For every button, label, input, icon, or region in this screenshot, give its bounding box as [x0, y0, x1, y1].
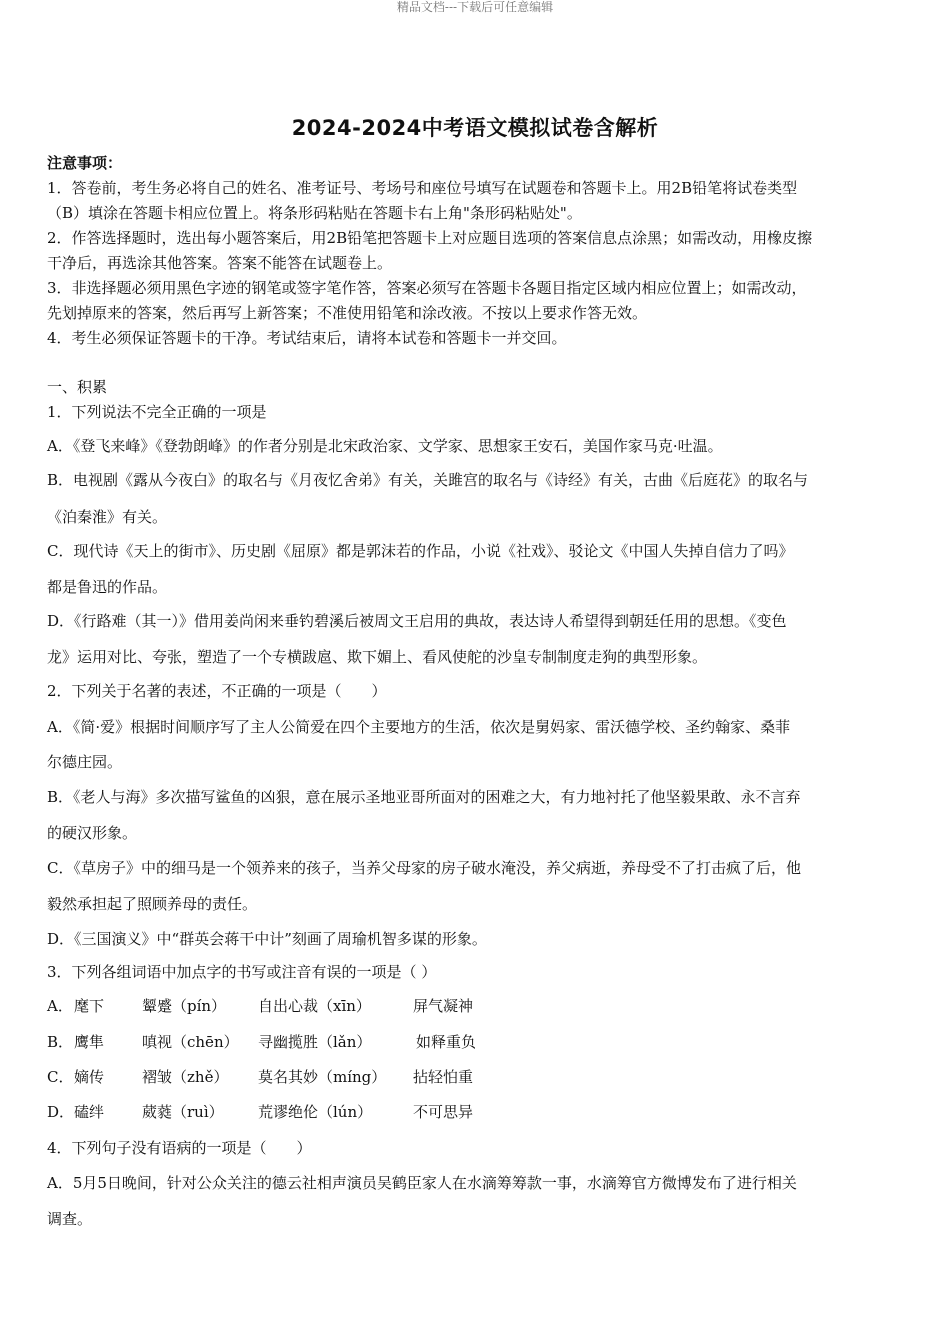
option-word: 自出心裁（xīn） — [258, 997, 371, 1015]
option-word: 嫡传 — [74, 1068, 105, 1086]
option-word: 麾下 — [74, 997, 105, 1015]
option-word: 如释重负 — [416, 1033, 477, 1051]
section-heading: 一、积累 — [47, 378, 108, 396]
option-word: 葳蕤（ruì） — [142, 1103, 224, 1121]
question-line: 尔德庄园。 — [47, 753, 123, 771]
page-title: 2024-2024中考语文模拟试卷含解析 — [291, 116, 659, 140]
page-header: 精品文档---下载后可任意编辑 — [396, 0, 554, 14]
notice-line: 1．答卷前，考生务必将自己的姓名、准考证号、考场号和座位号填写在试题卷和答题卡上。用2B铅笔将试卷类型 — [47, 179, 798, 197]
question-stem: 1．下列说法不完全正确的一项是 — [47, 403, 267, 421]
question-line: D．《行路难（其一）》借用姜尚闲来垂钓碧溪后被周文王启用的典故，表达诗人希望得到朝廷任用的思想。《变色 — [47, 612, 787, 630]
option-word: 屏气凝神 — [413, 997, 474, 1015]
question-stem: 3．下列各组词语中加点字的书写或注音有误的一项是（ ） — [47, 963, 437, 981]
question-line: 的硬汉形象。 — [47, 824, 138, 842]
option-word: 鹰隼 — [74, 1033, 105, 1051]
notice-line: 先划掉原来的答案，然后再写上新答案；不准使用铅笔和涂改液。不按以上要求作答无效。 — [47, 304, 648, 322]
question-line: 调查。 — [47, 1210, 93, 1228]
option-label: D． — [47, 1103, 75, 1121]
option-word: 磕绊 — [74, 1103, 105, 1121]
question-line: A．《简·爱》根据时间顺序写了主人公简爱在四个主要地方的生活，依次是舅妈家、雷沃德学校、圣约翰家、桑菲 — [47, 718, 791, 736]
option-word: 嗔视（chēn） — [142, 1033, 239, 1051]
question-line: C．现代诗《天上的街市》、历史剧《屈原》都是郭沫若的作品，小说《社戏》、驳论文《中国人失掉自信力了吗》 — [47, 542, 794, 560]
question-stem: 4．下列句子没有语病的一项是（ ） — [47, 1139, 312, 1157]
option-word: 褶皱（zhě） — [142, 1068, 229, 1086]
notice-line: 4．考生必须保证答题卡的干净。考试结束后，请将本试卷和答题卡一并交回。 — [47, 329, 567, 347]
option-word: 莫名其妙（míng） — [258, 1068, 387, 1086]
notice-line: 干净后，再选涂其他答案。答案不能答在试题卷上。 — [47, 254, 393, 272]
question-line: B．《老人与海》多次描写鲨鱼的凶狠，意在展示圣地亚哥所面对的困难之大，有力地衬托了他坚毅果敢、永不言弃 — [47, 788, 801, 806]
question-stem: 2．下列关于名著的表述，不正确的一项是（ ） — [47, 682, 387, 700]
option-word: 荒谬绝伦（lún） — [258, 1103, 373, 1121]
option-label: C． — [47, 1068, 74, 1086]
question-line: 《泊秦淮》有关。 — [47, 508, 168, 526]
notice-line: 2．作答选择题时，选出每小题答案后，用2B铅笔把答题卡上对应题目选项的答案信息点涂黑；如需改动，用橡皮擦 — [47, 229, 813, 247]
notice-line: （B）填涂在答题卡相应位置上。将条形码粘贴在答题卡右上角"条形码粘贴处"。 — [47, 204, 582, 222]
option-word: 拈轻怕重 — [413, 1068, 474, 1086]
question-line: C．《草房子》中的细马是一个领养来的孩子，当养父母家的房子破水淹没，养父病逝，养母受不了打击疯了后，他 — [47, 859, 801, 877]
question-line: 龙》运用对比、夸张，塑造了一个专横跋扈、欺下媚上、看风使舵的沙皇专制制度走狗的典型形象。 — [47, 648, 708, 666]
question-line: 都是鲁迅的作品。 — [47, 578, 168, 596]
option-word: 不可思异 — [413, 1103, 474, 1121]
question-line: 毅然承担起了照顾养母的责任。 — [47, 895, 258, 913]
option-label: A． — [47, 997, 73, 1015]
question-line: B．电视剧《露从今夜白》的取名与《月夜忆舍弟》有关，关雎宫的取名与《诗经》有关，古曲《后庭花》的取名与 — [47, 471, 809, 489]
option-word: 寻幽揽胜（lǎn） — [258, 1033, 372, 1051]
notice-heading: 注意事项： — [47, 154, 123, 172]
question-line: A．《登飞来峰》《登勃朗峰》的作者分别是北宋政治家、文学家、思想家王安石，美国作家马克·吐温。 — [47, 437, 723, 455]
question-line: A．5月5日晚间，针对公众关注的德云社相声演员吴鹤臣家人在水滴筹筹款一事，水滴筹官方微博发布了进行相关 — [47, 1174, 797, 1192]
option-word: 颦蹙（pín） — [142, 997, 227, 1015]
option-label: B． — [47, 1033, 74, 1051]
question-line: D．《三国演义》中“群英会蒋干中计”刻画了周瑜机智多谋的形象。 — [47, 930, 487, 948]
notice-line: 3．非选择题必须用黑色字迹的钢笔或签字笔作答，答案必须写在答题卡各题目指定区域内相应位置上；如需改动， — [47, 279, 807, 297]
